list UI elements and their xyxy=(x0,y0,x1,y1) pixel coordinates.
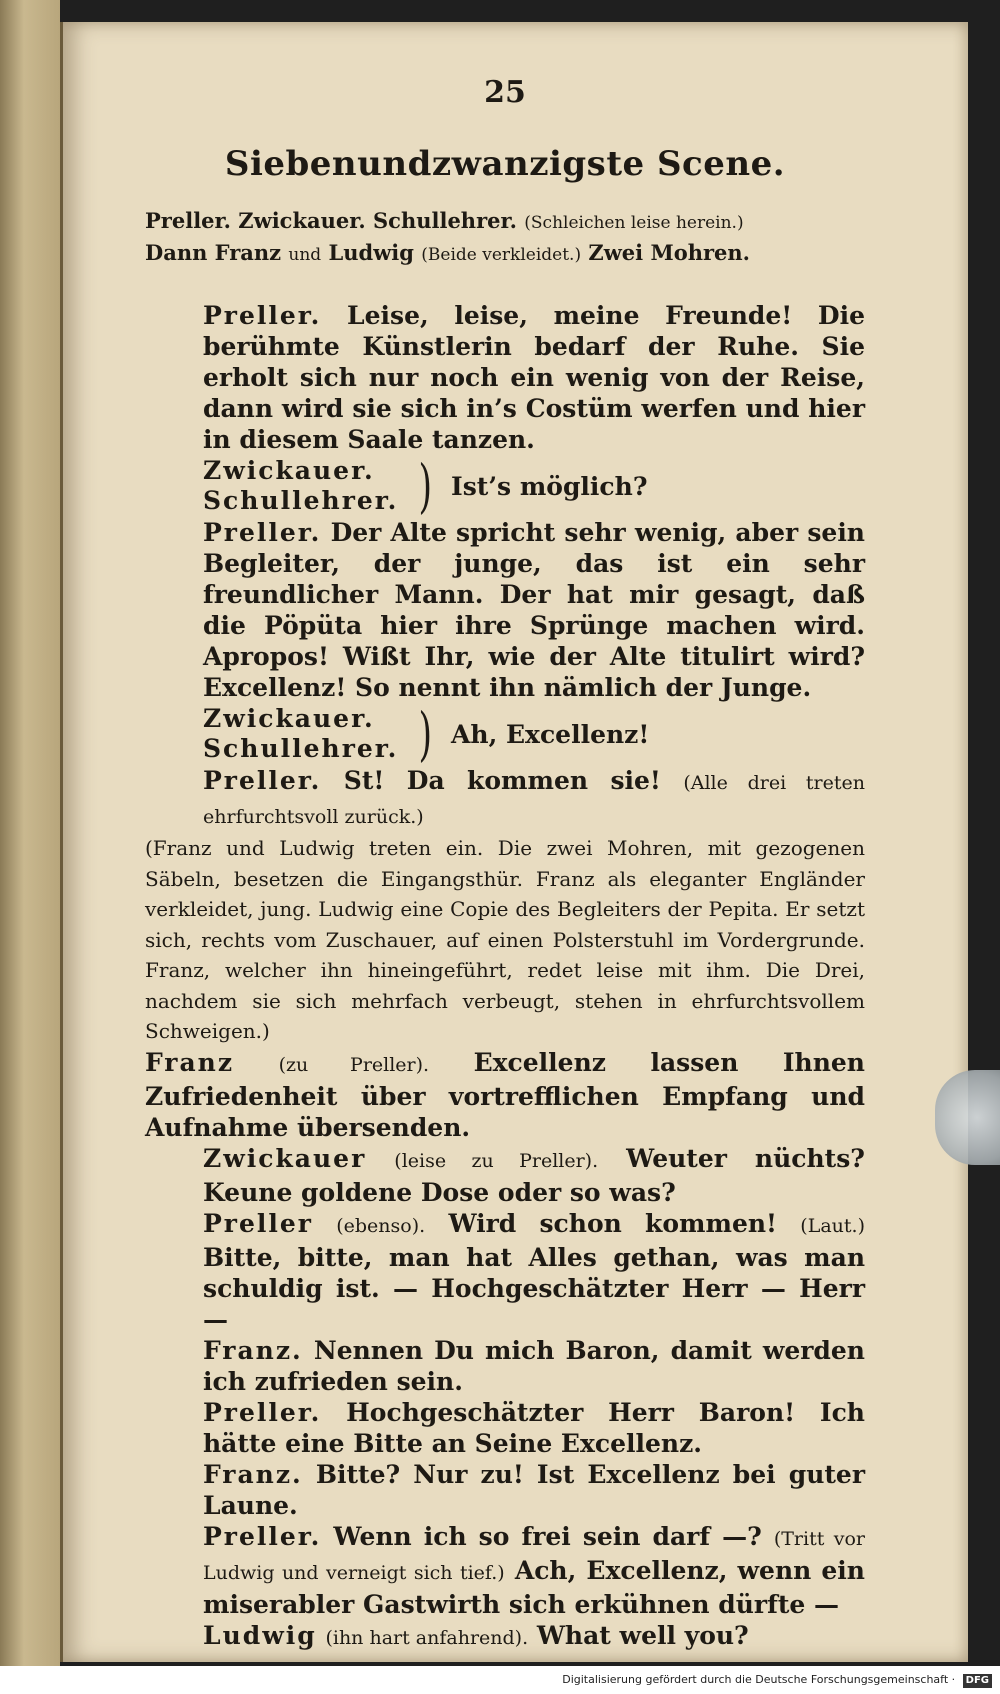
dialogue-text: Ah, Excellenz! xyxy=(451,719,650,749)
brace-symbol: ) xyxy=(418,700,433,768)
dialogue-line xyxy=(145,517,865,703)
dialogue-text: Ach, Excellenz, wenn ein miserabler Gastwirth sich erkühnen dürfte — xyxy=(203,1555,865,1619)
dialogue-text: Wenn ich so frei sein darf —? xyxy=(333,1521,762,1551)
stage-direction-block: (Franz und Ludwig treten ein. Die zwei Mohren, mit gezogenen Säbeln, besetzen die Eingangsthür. Franz als eleganter Engländer verkleidet, jung. Ludwig eine Copie des Begleiters der Pepita. Er setzt sich, rechts vom Zuschauer, auf einen Polsterstuhl im Vordergrunde. Franz, welcher ihn hineingeführt, redet leise mit ihm. Die Drei, nachdem sie sich mehrfach verbeugt, stehen in ehrfurchtsvollem Schweigen.) xyxy=(145,836,865,1043)
speaker-name: Franz. xyxy=(203,1459,303,1489)
dialogue-line xyxy=(145,765,865,833)
page-number: 25 xyxy=(484,75,526,110)
cast-conj: und xyxy=(288,245,322,265)
stage-direction: (ihn hart anfahrend). xyxy=(325,1626,529,1649)
dialogue-text: Leise, leise, meine Freunde! Die berühmte Künstlerin bedarf der Ruhe. Sie erholt sich nur noch ein wenig von der Reise, dann wird sie sich in’s Costüm werfen und hier in diesem Saale tanzen. xyxy=(203,301,865,454)
joint-response xyxy=(145,700,865,768)
speaker-name: Preller. xyxy=(203,1521,322,1551)
dialogue-text: Bitte? Nur zu! Ist Excellenz bei guter Laune. xyxy=(203,1459,865,1520)
dialogue-text: Excellenz lassen Ihnen Zufriedenheit über vortrefflichen Empfang und Aufnahme übersenden. xyxy=(145,1047,865,1142)
cast-names: Dann Franz xyxy=(145,240,282,265)
stage-direction: (ebenso). xyxy=(336,1214,426,1237)
speaker-name: Preller. xyxy=(203,518,322,547)
digitization-footer xyxy=(0,1666,1000,1694)
dialogue-line xyxy=(145,1047,865,1143)
previous-page-edge xyxy=(0,0,60,1694)
dialogue-text: Weuter nüchts? Keune goldene Dose oder so was? xyxy=(203,1143,865,1207)
footer-text: Digitalisierung gefördert durch die Deutsche Forschungsgemeinschaft · xyxy=(562,1673,956,1686)
cast-note: (Schleichen leise herein.) xyxy=(524,213,744,233)
scene-title: Siebenundzwanzigste Scene. xyxy=(224,144,786,184)
dialogue-text: What well you? xyxy=(536,1620,749,1650)
speaker-name: Franz xyxy=(145,1047,235,1077)
brace-symbol: ) xyxy=(418,452,433,520)
page-turn-handle[interactable] xyxy=(935,1070,1000,1165)
dialogue-line xyxy=(145,1620,865,1654)
speaker-name: Preller. xyxy=(203,1397,322,1427)
joint-response xyxy=(145,452,865,520)
speaker-name: Preller. xyxy=(203,766,322,795)
dialogue-text: Hochgeschätzter Herr Baron! Ich hätte eine Bitte an Seine Excellenz. xyxy=(203,1397,865,1458)
dfg-logo: DFG xyxy=(963,1674,992,1688)
dialogue-line xyxy=(145,1397,865,1459)
stage-direction: (leise zu Preller). xyxy=(394,1149,599,1172)
stage-direction: (zu Preller). xyxy=(278,1053,430,1076)
speaker-name: Schullehrer. xyxy=(203,734,399,763)
speaker-name: Preller xyxy=(203,1208,313,1238)
dialogue-line xyxy=(145,1521,865,1620)
speaker-name: Schullehrer. xyxy=(203,486,399,515)
dialogue-text: Nennen Du mich Baron, damit werden ich zufrieden sein. xyxy=(203,1335,865,1396)
stage-direction: (Tritt vor Ludwig und verneigt sich tief.) xyxy=(203,1527,865,1584)
cast-names: Preller. Zwickauer. Schullehrer. xyxy=(145,208,517,233)
speaker-name: Zwickauer. xyxy=(203,704,375,733)
dialogue-line xyxy=(145,300,865,455)
speaker-name: Franz. xyxy=(203,1335,303,1365)
dialogue-text: Der Alte spricht sehr wenig, aber sein Begleiter, der junge, das ist ein sehr freundlicher Mann. Der hat mir gesagt, daß die Pöpüta hier ihre Sprünge machen wird. Apropos! Wißt Ihr, wie der Alte titulirt wird? Excellenz! So nennt ihn nämlich der Junge. xyxy=(203,518,865,702)
dialogue-text: Wird schon kommen! xyxy=(448,1208,778,1238)
stage-direction: (Alle drei treten ehrfurchtsvoll zurück.) xyxy=(203,772,865,828)
dialogue-line xyxy=(145,1208,865,1335)
cast-names: Zwei Mohren. xyxy=(588,240,750,265)
cast-list xyxy=(145,206,865,270)
dialogue-text: Ist’s möglich? xyxy=(451,471,648,501)
speaker-name: Zwickauer. xyxy=(203,456,375,485)
stage-direction: (Laut.) xyxy=(800,1214,865,1237)
dialogue-line xyxy=(145,1143,865,1208)
speaker-name: Preller. xyxy=(203,301,322,330)
page-content xyxy=(145,75,865,1654)
cast-note: (Beide verkleidet.) xyxy=(421,245,582,265)
cast-names: Ludwig xyxy=(328,240,414,265)
speaker-name: Ludwig xyxy=(203,1620,317,1650)
dialogue-line xyxy=(145,1335,865,1397)
dialogue-text: Bitte, bitte, man hat Alles gethan, was man schuldig ist. — Hochgeschätzter Herr — Herr — xyxy=(203,1242,865,1334)
dialogue-line xyxy=(145,1459,865,1521)
speaker-name: Zwickauer xyxy=(203,1143,367,1173)
dialogue-text: St! Da kommen sie! xyxy=(343,766,661,795)
